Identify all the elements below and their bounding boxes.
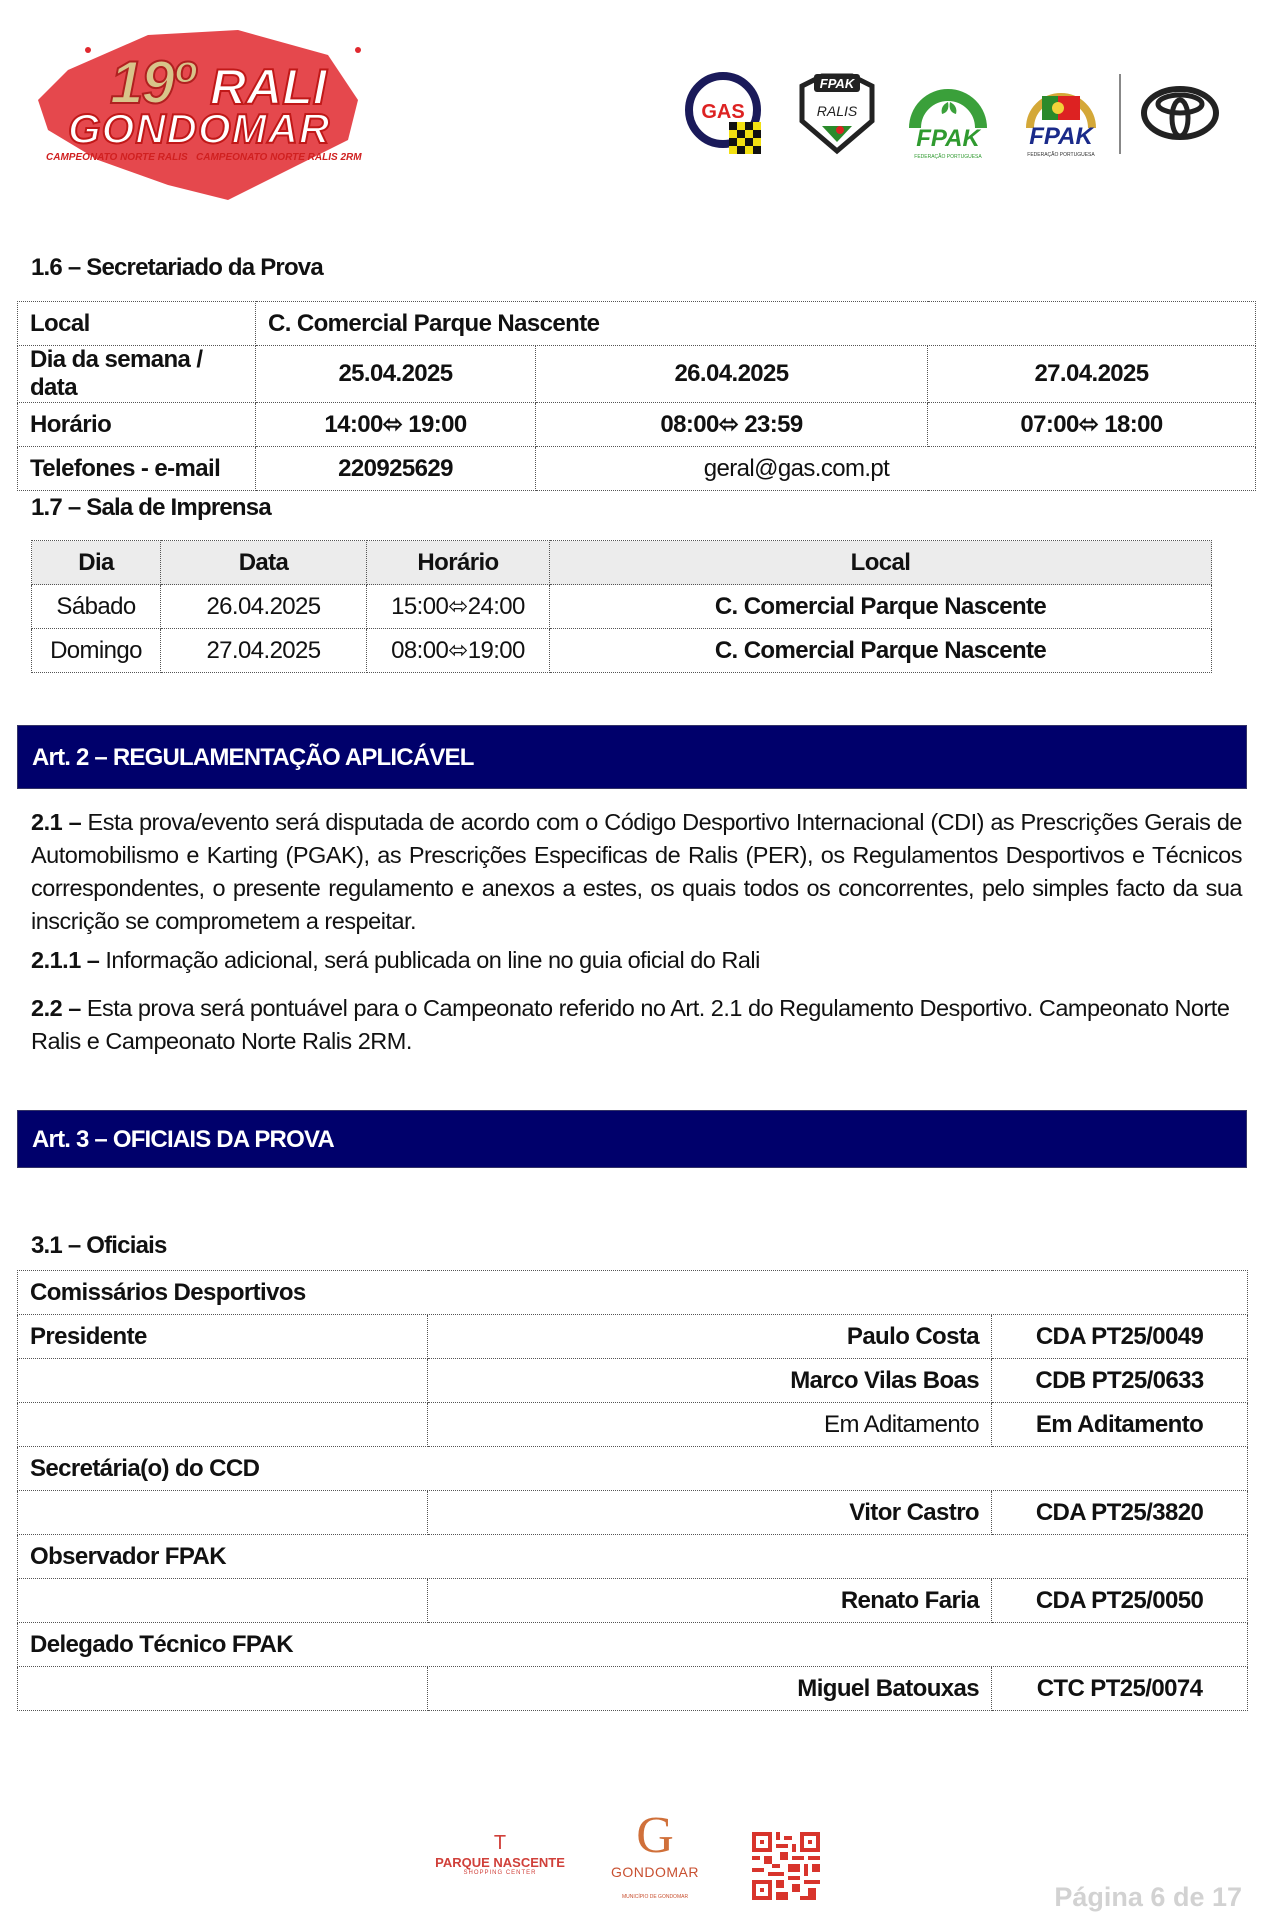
parque-nascente-logo [430,1808,570,1918]
article-3-header: Art. 3 – OFICIAIS DA PROVA [17,1110,1247,1168]
table-row [18,1315,1248,1359]
qr-code[interactable] [752,1832,820,1900]
press-room-table [31,540,1212,673]
hours-1: 14:00⬄ 19:00 [256,403,536,447]
table-row [18,1623,1248,1667]
table-row [18,1271,1248,1315]
cell-dia: Domingo [32,629,161,673]
table-row [18,1447,1248,1491]
label-local: Local [18,302,256,346]
official-name: Renato Faria [428,1579,992,1623]
sponsor-divider [1119,74,1121,154]
label-dates: Dia da semana / data [18,346,256,403]
page-number: Página 6 de 17 [1054,1882,1242,1912]
official-license: CDA PT25/0049 [992,1315,1248,1359]
role-secretary: Secretária(o) do CCD [18,1447,1248,1491]
svg-text:FEDERAÇÃO PORTUGUESA: FEDERAÇÃO PORTUGUESA [1027,152,1095,158]
hours-3: 07:00⬄ 18:00 [928,403,1256,447]
table-row [18,1403,1248,1447]
official-name: Paulo Costa [428,1315,992,1359]
gas-badge-icon [685,66,765,166]
value-local: C. Comercial Parque Nascente [256,302,1256,346]
date-3: 27.04.2025 [928,346,1256,403]
official-name: Em Aditamento [428,1403,992,1447]
fpak-gold-logo [1016,66,1106,166]
table-row [18,1535,1248,1579]
section-1-6-title: 1.6 – Secretariado da Prova [31,254,323,281]
svg-text:FEDERAÇÃO PORTUGUESA: FEDERAÇÃO PORTUGUESA [914,154,982,160]
empty-cell [18,1403,428,1447]
secretariat-table [17,301,1256,491]
table-header-row [32,541,1212,585]
role-president: Presidente [18,1315,428,1359]
date-2: 26.04.2025 [536,346,928,403]
table-row [18,302,1256,346]
gondomar-municipality-logo [605,1808,705,1918]
official-license: CDA PT25/3820 [992,1491,1248,1535]
official-name: Vitor Castro [428,1491,992,1535]
paragraph-number: 2.1 – [31,809,82,835]
column-header: Local [550,541,1212,585]
cell-dia: Sábado [32,585,161,629]
cell-horario: 15:00⬄24:00 [367,585,550,629]
paragraph-2-2 [31,992,1231,1058]
footer-logo-caption: MUNICÍPIO DE GONDOMAR [621,1894,689,1900]
toyota-emblem-icon [1138,66,1222,166]
role-observer: Observador FPAK [18,1535,1248,1579]
gas-logo [685,66,765,166]
fpak-shield-icon [792,66,882,166]
paragraph-text: Esta prova/evento será disputada de acordo com o Código Desportivo Internacional (CDI) as Prescrições Gerais de Automobilismo e Karting (PGAK), as Prescrições Especificas de Ralis (PER), os Regulamentos Desportivos e Técnicos correspondentes, o presente regulamento e anexos a estes, os quais todos os concorrentes, pelo simples facto da sua inscrição se comprometem a respeitar. [31,809,1242,934]
svg-text:FPAK: FPAK [819,76,855,91]
fpak-norte-ralis-logo [792,66,882,166]
svg-text:FPAK: FPAK [1029,123,1093,150]
table-row [18,1359,1248,1403]
logo-number: 19º [110,49,193,116]
official-license: CTC PT25/0074 [992,1667,1248,1711]
table-row [18,346,1256,403]
email-link[interactable]: geral@gas.com.pt [536,447,1256,491]
svg-text:GAS: GAS [701,101,745,123]
empty-cell [18,1579,428,1623]
logo-gondomar: GONDOMAR [68,105,331,152]
table-row [32,585,1212,629]
official-name: Marco Vilas Boas [428,1359,992,1403]
paragraph-2-1 [31,806,1242,938]
paragraph-number: 2.1.1 – [31,947,100,973]
cell-data: 26.04.2025 [161,585,367,629]
svg-text:RALIS: RALIS [816,103,858,119]
cell-local: C. Comercial Parque Nascente [550,629,1212,673]
empty-cell [18,1667,428,1711]
paragraph-text: Informação adicional, será publicada on line no guia oficial do Rali [105,947,760,973]
article-2-header: Art. 2 – REGULAMENTAÇÃO APLICÁVEL [17,725,1247,789]
footer-logo-name: GONDOMAR [611,1864,699,1880]
cell-local: C. Comercial Parque Nascente [550,585,1212,629]
official-license: Em Aditamento [992,1403,1248,1447]
footer-logo-name: PARQUE NASCENTE [435,1855,565,1870]
rali-gondomar-logo [28,10,398,205]
cell-horario: 08:00⬄19:00 [367,629,550,673]
section-3-1-title: 3.1 – Oficiais [31,1232,167,1259]
logo-tagline: CAMPEONATO NORTE RALIS CAMPEONATO NORTE RALIS 2RM [46,152,362,163]
empty-cell [18,1491,428,1535]
fpak-green-logo [903,66,993,166]
footer-logo-caption: SHOPPING CENTER [463,1870,537,1876]
role-tech-delegate: Delegado Técnico FPAK [18,1623,1248,1667]
table-row [18,1579,1248,1623]
column-header: Horário [367,541,550,585]
official-name: Miguel Batouxas [428,1667,992,1711]
logo-rali: RALI [210,59,327,115]
fpak-gold-arch-icon [1016,66,1106,166]
svg-text:FPAK: FPAK [916,125,980,152]
column-header: Dia [32,541,161,585]
official-license: CDB PT25/0633 [992,1359,1248,1403]
table-row [18,403,1256,447]
phone-value: 220925629 [256,447,536,491]
table-row [18,1667,1248,1711]
table-row [18,1491,1248,1535]
date-1: 25.04.2025 [256,346,536,403]
paragraph-2-1-1 [31,944,1242,977]
toyota-logo [1138,66,1222,166]
paragraph-number: 2.2 – [31,995,81,1021]
hours-2: 08:00⬄ 23:59 [536,403,928,447]
cell-data: 27.04.2025 [161,629,367,673]
table-row [32,629,1212,673]
empty-cell [18,1359,428,1403]
fpak-green-arch-icon [903,66,993,166]
official-license: CDA PT25/0050 [992,1579,1248,1623]
paragraph-text: Esta prova será pontuável para o Campeonato referido no Art. 2.1 do Regulamento Desportivo. Campeonato Norte Ralis e Campeonato Norte Ralis 2RM. [31,995,1230,1054]
label-hours: Horário [18,403,256,447]
officials-table [17,1270,1248,1711]
parque-nascente-icon: Τ [493,1832,507,1854]
qr-code-icon [752,1832,820,1900]
group-title: Comissários Desportivos [18,1271,1248,1315]
gondomar-g-icon: G [636,1807,674,1864]
table-row [18,447,1256,491]
section-1-7-title: 1.7 – Sala de Imprensa [31,494,271,521]
label-contacts: Telefones - e-mail [18,447,256,491]
column-header: Data [161,541,367,585]
